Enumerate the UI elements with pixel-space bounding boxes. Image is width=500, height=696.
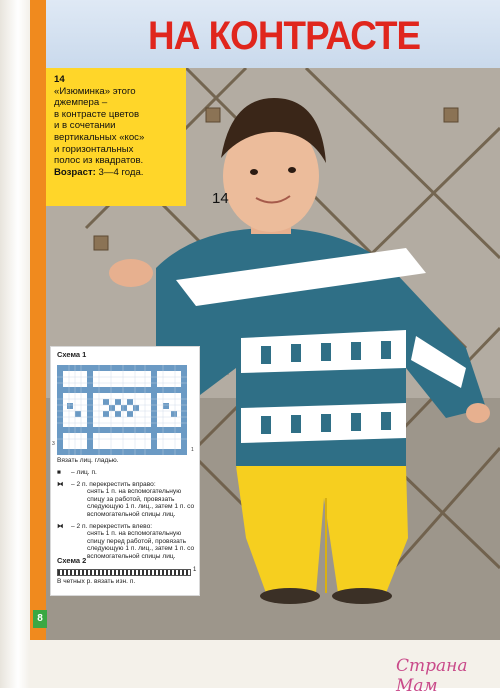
scheme-2-note: В четных р. вязать изн. п. <box>57 578 136 585</box>
intro-line: полос из квадратов. <box>54 155 144 167</box>
legend-item <box>57 469 195 477</box>
legend-item <box>57 523 195 561</box>
legend-detail: снять 1 п. на вспомогательную спицу за работой, провязать следующую 1 п. лиц., затем 1 п. со вспомогательной спицы лиц. <box>87 488 195 518</box>
legend-text: – 2 п. перекрестить влево: <box>71 522 153 530</box>
intro-line: «Изюминка» этого <box>54 85 136 97</box>
intro-line: джемпера – <box>54 97 108 109</box>
page-title: НА КОНТРАСТЕ <box>148 14 421 58</box>
intro-number: 14 <box>54 74 65 85</box>
watermark: Страна Мам <box>396 656 468 696</box>
scheme-2-chart <box>57 569 191 576</box>
intro-line: и горизонтальных <box>54 143 134 155</box>
legend-entry <box>71 481 195 519</box>
scheme-2-number: 1 <box>193 567 197 573</box>
legend-text: – 2 п. перекрестить вправо: <box>71 480 156 488</box>
scheme-caption: Вязать лиц. гладью. <box>57 457 119 464</box>
legend-detail: снять 1 п. на вспомогательную спицу перед работой, провязать следующую 1 п. лиц., затем 1 п. со вспомогательной спицы лиц. <box>87 530 195 560</box>
scheme-1-title: Схема 1 <box>57 350 87 359</box>
age-value: 3—4 года. <box>95 166 144 178</box>
knitting-scheme-panel <box>50 346 200 596</box>
legend-item <box>57 481 195 519</box>
page-spine <box>0 0 30 688</box>
cross-left-icon: ⧓ <box>57 522 64 530</box>
intro-text-box <box>46 68 186 206</box>
knit-stitch-icon: ■ <box>57 469 61 476</box>
intro-line: и в сочетании <box>54 120 116 132</box>
photo-number: 14 <box>212 190 229 207</box>
legend-entry <box>71 523 195 561</box>
age-label: Возраст: <box>54 166 96 178</box>
chart-column-number: 1 <box>191 447 194 453</box>
scheme-legend <box>57 469 195 565</box>
cross-right-icon: ⧓ <box>57 480 64 488</box>
knitting-chart-grid-icon <box>57 365 187 455</box>
chart-row-number: 3 <box>52 441 55 447</box>
scheme-2-title: Схема 2 <box>57 556 87 565</box>
intro-line: вертикальных «кос» <box>54 131 145 143</box>
legend-text: – лиц. п. <box>71 469 97 476</box>
intro-line: в контрасте цветов <box>54 108 140 120</box>
page-number: 8 <box>33 610 47 628</box>
orange-side-bar <box>30 0 46 640</box>
